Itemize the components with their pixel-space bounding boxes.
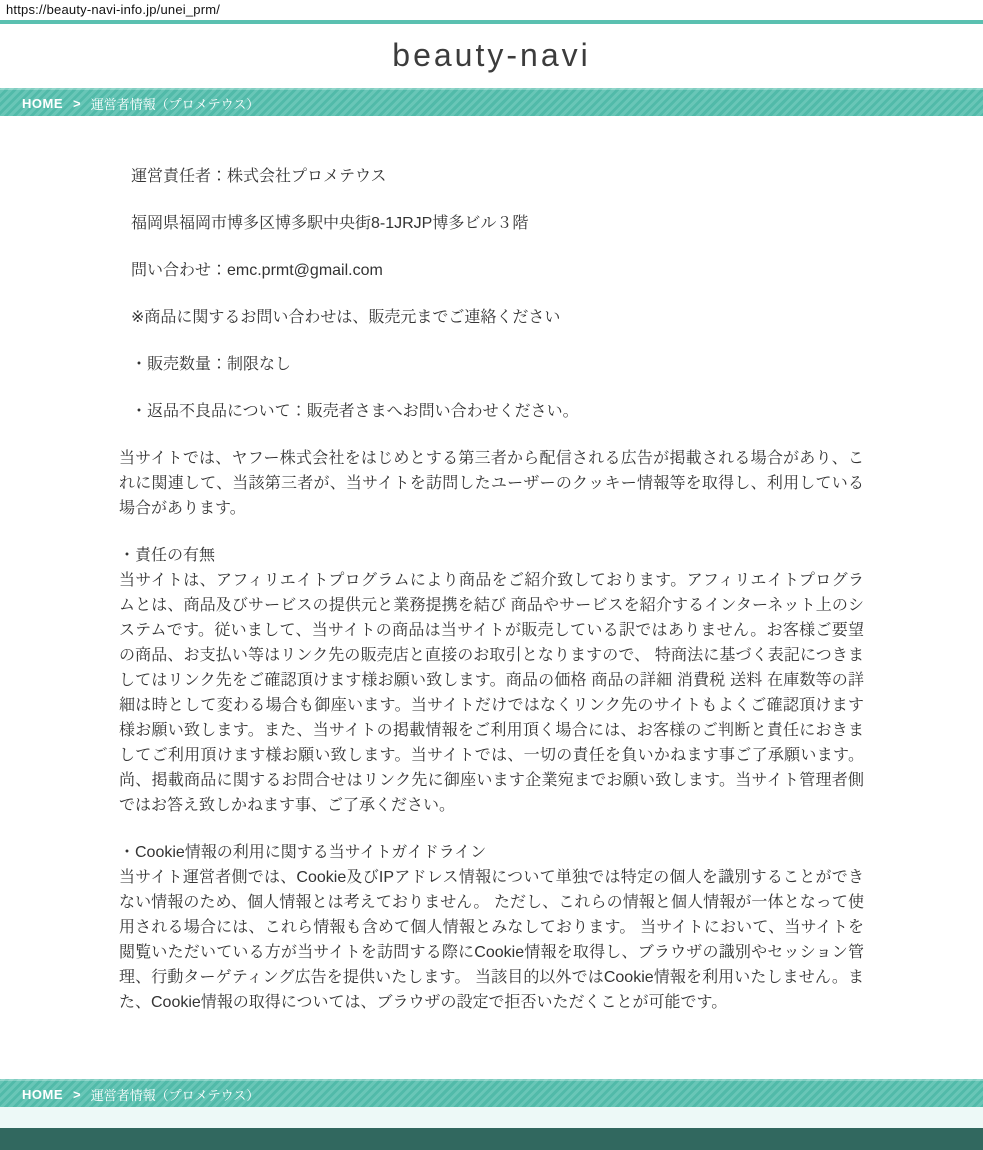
third-party-ads-paragraph: 当サイトでは、ヤフー株式会社をはじめとする第三者から配信される広告が掲載される場合があり、これに関連して、当該第三者が、当サイトを訪問したユーザーのクッキー情報等を取得し、利用している場合があります。: [119, 450, 864, 517]
site-title: beauty-navi: [392, 37, 591, 73]
breadcrumb-top: [0, 88, 983, 116]
breadcrumb-current-page-bottom: 運営者情報（プロメテウス）: [90, 1087, 260, 1103]
product-inquiry-note: ※商品に関するお問い合わせは、販売元までご連絡ください: [131, 309, 561, 326]
sales-quantity-line: ・販売数量：制限なし: [131, 356, 292, 373]
liability-section-heading: ・責任の有無: [119, 547, 216, 564]
cookie-guideline-heading: ・Cookie情報の利用に関する当サイトガイドライン: [119, 844, 487, 861]
footer-band: [0, 1128, 983, 1150]
returns-note-line: ・返品不良品について：販売者さまへお問い合わせください。: [131, 403, 579, 420]
breadcrumb-home-link[interactable]: HOME: [22, 95, 63, 111]
operator-address-line: 福岡県福岡市博多区博多駅中央街8-1JRJP博多ビル３階: [131, 215, 529, 232]
breadcrumb-bottom: [0, 1079, 983, 1107]
breadcrumb-separator-bottom: >: [73, 1086, 81, 1102]
main-content: [119, 116, 864, 1079]
breadcrumb-separator: >: [73, 95, 81, 111]
mint-spacer-band: [0, 1107, 983, 1128]
cookie-guideline-section: [119, 840, 864, 1015]
liability-section-body: 当サイトは、アフィリエイトプログラムにより商品をご紹介致しております。アフィリエイトプログラムとは、商品及びサービスの提供元と業務提携を結び 商品やサービスを紹介するインターネット上のシステムです。従いまして、当サイトの商品は当サイトが販売している訳ではありません。お客様ご要望の商品、お支払い等はリンク先の販売店と直接のお取引となりますので、 特商法に基づく表記につきましてはリンク先をご確認頂けます様お願い致します。商品の価格 商品の詳細 消費税 送料 在庫数等の詳細は時として変わる場合も御座います。当サイトだけではなくリンク先のサイトもよくご確認頂けます様お願い致します。また、当サイトの掲載情報をご利用頂く場合には、お客様のご判断と責任におきましてご利用頂けます様お願い致します。当サイトでは、一切の責任を負いかねます事ご了承願います。尚、掲載商品に関するお問合せはリンク先に御座います企業宛までお願い致します。当サイト管理者側ではお答え致しかねます事、ご了承ください。: [119, 572, 864, 814]
operator-name-line: 運営責任者：株式会社プロメテウス: [131, 168, 387, 185]
contact-email-line: 問い合わせ：emc.prmt@gmail.com: [131, 262, 383, 279]
breadcrumb-home-link-bottom[interactable]: HOME: [22, 1086, 63, 1102]
site-header: [0, 24, 983, 88]
page-url-text: https://beauty-navi-info.jp/unei_prm/: [0, 0, 983, 20]
liability-section: [119, 543, 864, 818]
breadcrumb-current-page: 運営者情報（プロメテウス）: [90, 96, 260, 112]
cookie-guideline-body: 当サイト運営者側では、Cookie及びIPアドレス情報について単独では特定の個人を識別することができない情報のため、個人情報とは考えておりません。 ただし、これらの情報と個人情報が一体となって使用される場合には、これら情報も含めて個人情報とみなしております。 当サイトにおいて、当サイトを閲覧いただいている方が当サイトを訪問する際にCookie情報を取得し、ブラウザの識別やセッション管理、行動ターゲティング広告を提供いたします。 当該目的以外ではCookie情報を利用いたしません。また、Cookie情報の取得については、ブラウザの設定で拒否いただくことが可能です。: [119, 869, 864, 1011]
